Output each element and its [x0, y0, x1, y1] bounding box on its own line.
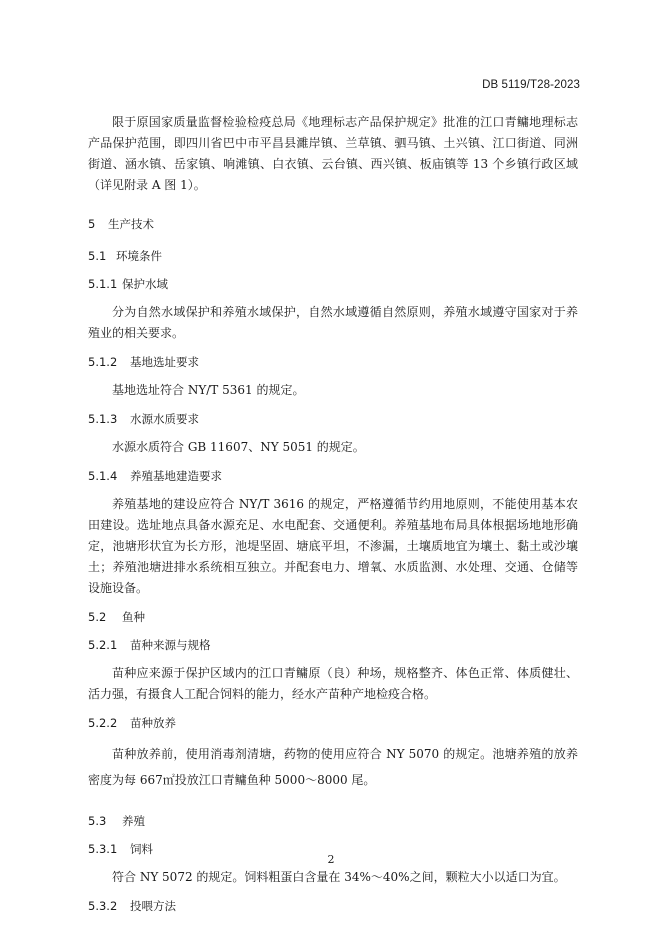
- heading-number: 5.3.1: [88, 842, 118, 856]
- heading-5-1-2: [88, 352, 578, 372]
- section-paragraph: 水源水质符合 GB 11607、NY 5051 的规定。: [112, 440, 365, 454]
- heading-number: 5.3.2: [88, 899, 118, 913]
- heading-title: 饲料: [130, 842, 153, 856]
- document-code: DB 5119/T28-2023: [482, 79, 580, 91]
- page-number: 2: [327, 853, 335, 866]
- heading-number: 5.1.2: [88, 355, 118, 369]
- heading-title: 苗种放养: [130, 716, 176, 730]
- heading-title: 水源水质要求: [130, 412, 199, 426]
- heading-number: 5.1.1: [88, 277, 118, 291]
- heading-title: 环境条件: [116, 249, 162, 263]
- heading-title: 养殖基地建造要求: [130, 469, 222, 483]
- heading-number: 5.1.4: [88, 469, 118, 483]
- section-paragraph: 苗种放养前，使用消毒剂清塘，药物的使用应符合 NY 5070 的规定。池塘养殖的放养密度为每 667㎡投放江口青鳙鱼种 5000～8000 尾。: [88, 747, 578, 787]
- heading-number: 5.1: [88, 249, 107, 263]
- heading-number: 5.2.2: [88, 716, 118, 730]
- heading-title: 投喂方法: [130, 899, 176, 913]
- heading-5-3-2: [88, 896, 578, 916]
- section-paragraph: 分为自然水域保护和养殖水域保护，自然水域遵循自然原则，养殖水域遵守国家对于养殖业的相关要求。: [88, 305, 578, 340]
- section-paragraph: 苗种应来源于保护区域内的江口青鳙原（良）种场，规格整齐、体色正常、体质健壮、活力强，有摄食人工配合饲料的能力，经水产苗种产地检疫合格。: [88, 666, 578, 701]
- heading-number: 5: [88, 217, 96, 231]
- heading-title: 基地选址要求: [130, 355, 199, 369]
- heading-5: [88, 214, 578, 234]
- section-paragraph: 基地选址符合 NY/T 5361 的规定。: [112, 383, 305, 397]
- heading-number: 5.3: [88, 814, 107, 828]
- document-body: [88, 112, 578, 916]
- heading-title: 生产技术: [108, 217, 154, 231]
- heading-5-2: [88, 607, 578, 627]
- heading-5-3: [88, 811, 578, 831]
- heading-5-1-3: [88, 409, 578, 429]
- heading-title: 苗种来源与规格: [130, 638, 211, 652]
- heading-number: 5.1.3: [88, 412, 118, 426]
- section-paragraph: 养殖基地的建设应符合 NY/T 3616 的规定，严格遵循节约用地原则，不能使用基本农田建设。选址地点具备水源充足、水电配套、交通便利。养殖基地布局具体根据场地地形确定，池塘形状宜为长方形，池堤坚固、塘底平坦，不渗漏，土壤质地宜为壤土、黏土或沙壤土；养殖池塘进排水系统相互独立。并配套电力、增氧、水质监测、水处理、交通、仓储等设施设备。: [88, 497, 578, 595]
- scope-paragraph: 限于原国家质量监督检验检疫总局《地理标志产品保护规定》批准的江口青鳙地理标志产品保护范围，即四川省巴中市平昌县濉岸镇、兰草镇、驷马镇、土兴镇、江口街道、同洲街道、涵水镇、岳家镇、响滩镇、白衣镇、云台镇、西兴镇、板庙镇等 13 个乡镇行政区域（详见附录 A 图 1）。: [88, 115, 578, 192]
- heading-number: 5.2: [88, 610, 107, 624]
- heading-title: 鱼种: [122, 610, 145, 624]
- heading-5-1: [88, 246, 578, 266]
- heading-title: 养殖: [122, 814, 145, 828]
- heading-5-2-1: [88, 635, 578, 655]
- section-paragraph: 符合 NY 5072 的规定。饲料粗蛋白含量在 34%～40%之间，颗粒大小以适口为宜。: [112, 870, 566, 884]
- heading-title: 保护水域: [122, 277, 168, 291]
- heading-5-2-2: [88, 713, 578, 733]
- heading-5-1-4: [88, 466, 578, 486]
- heading-5-1-1: [88, 274, 578, 294]
- heading-number: 5.2.1: [88, 638, 118, 652]
